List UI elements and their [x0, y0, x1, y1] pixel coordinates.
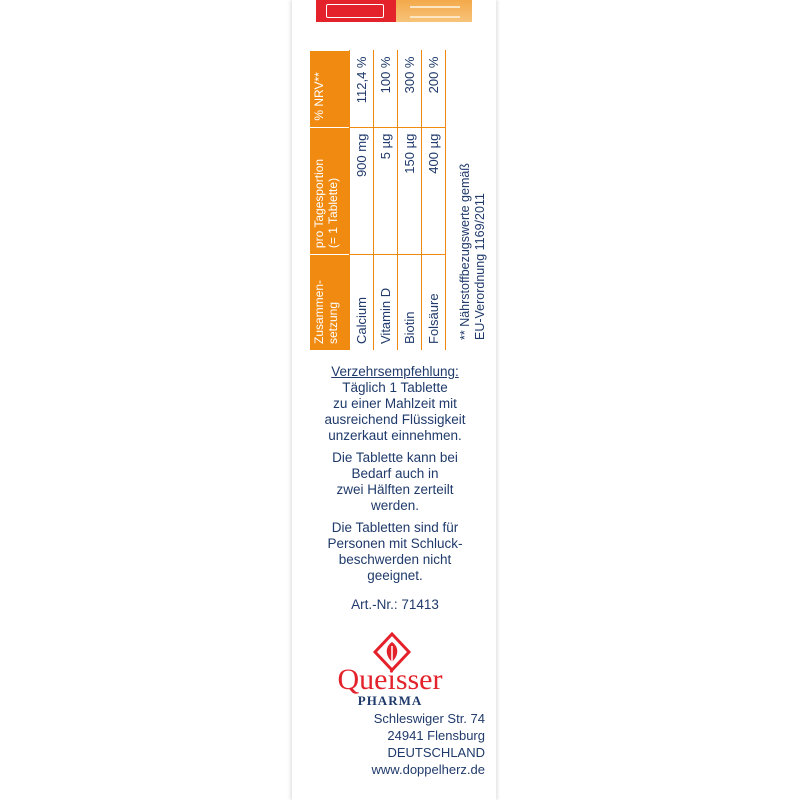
- text-line: unzerkaut einnehmen.: [328, 428, 462, 443]
- footnote-line: ** Nährstoffbezugswerte gemäß: [458, 163, 472, 340]
- nutrient-nrv: 300 %: [397, 51, 421, 128]
- nutrient-nrv: 112,4 %: [349, 51, 373, 128]
- nrv-footnote: [458, 90, 488, 340]
- header-daily-portion: pro Tagesportion (= 1 Tablette): [310, 127, 349, 254]
- text-line: zu einer Mahlzeit mit: [333, 396, 457, 411]
- article-number: Art.-Nr.: 71413: [351, 597, 439, 612]
- address-line: DEUTSCHLAND: [387, 745, 485, 760]
- usage-recommendation: [305, 364, 485, 444]
- top-red-band-mark: [326, 4, 384, 18]
- nutrient-name: Folsäure: [421, 255, 445, 350]
- table-row: [349, 51, 373, 351]
- text-line: werden.: [370, 498, 420, 513]
- nutrition-table: [310, 50, 446, 350]
- nutrient-amount: 5 µg: [373, 127, 397, 254]
- nutrient-amount: 400 µg: [421, 127, 445, 254]
- header-composition: Zusammen- setzung: [310, 255, 349, 350]
- brand-sub: PHARMA: [357, 693, 423, 708]
- text-line: Personen mit Schluck-: [327, 536, 463, 551]
- nutrient-name: Biotin: [397, 255, 421, 350]
- header-nrv: % NRV**: [310, 51, 349, 128]
- table-row: [397, 51, 421, 351]
- text-line: Täglich 1 Tablette: [342, 380, 448, 395]
- address-line: 24941 Flensburg: [387, 728, 485, 743]
- address: [300, 710, 485, 778]
- nutrient-nrv: 100 %: [373, 51, 397, 128]
- nutrient-amount: 900 mg: [349, 127, 373, 254]
- text-line: beschwerden nicht: [338, 552, 452, 567]
- text-line: Die Tabletten sind für: [331, 520, 459, 535]
- text-line: Bedarf auch in: [351, 466, 439, 481]
- text-line: Die Tablette kann bei: [332, 450, 458, 465]
- nutrient-name: Calcium: [349, 255, 373, 350]
- table-row: [421, 51, 445, 351]
- website-link[interactable]: www.doppelherz.de: [371, 762, 485, 777]
- text-line: ausreichend Flüssigkeit: [324, 412, 466, 427]
- split-tablet-note: [305, 450, 485, 514]
- nutrient-name: Vitamin D: [373, 255, 397, 350]
- address-line: Schleswiger Str. 74: [373, 711, 485, 726]
- table-header-row: [310, 51, 349, 351]
- brand-name: Queisser: [337, 663, 443, 696]
- footnote-line: EU-Verordnung 1169/2011: [473, 193, 487, 340]
- nutrition-table-rotated: [310, 50, 446, 350]
- usage-heading: Verzehrsempfehlung:: [331, 364, 459, 379]
- text-line: geeignet.: [367, 568, 423, 583]
- text-line: zwei Hälften zerteilt: [336, 482, 454, 497]
- nutrient-nrv: 200 %: [421, 51, 445, 128]
- swallowing-warning: [305, 520, 485, 584]
- table-row: [373, 51, 397, 351]
- nutrient-amount: 150 µg: [397, 127, 421, 254]
- top-orange-band-mark: [410, 6, 460, 18]
